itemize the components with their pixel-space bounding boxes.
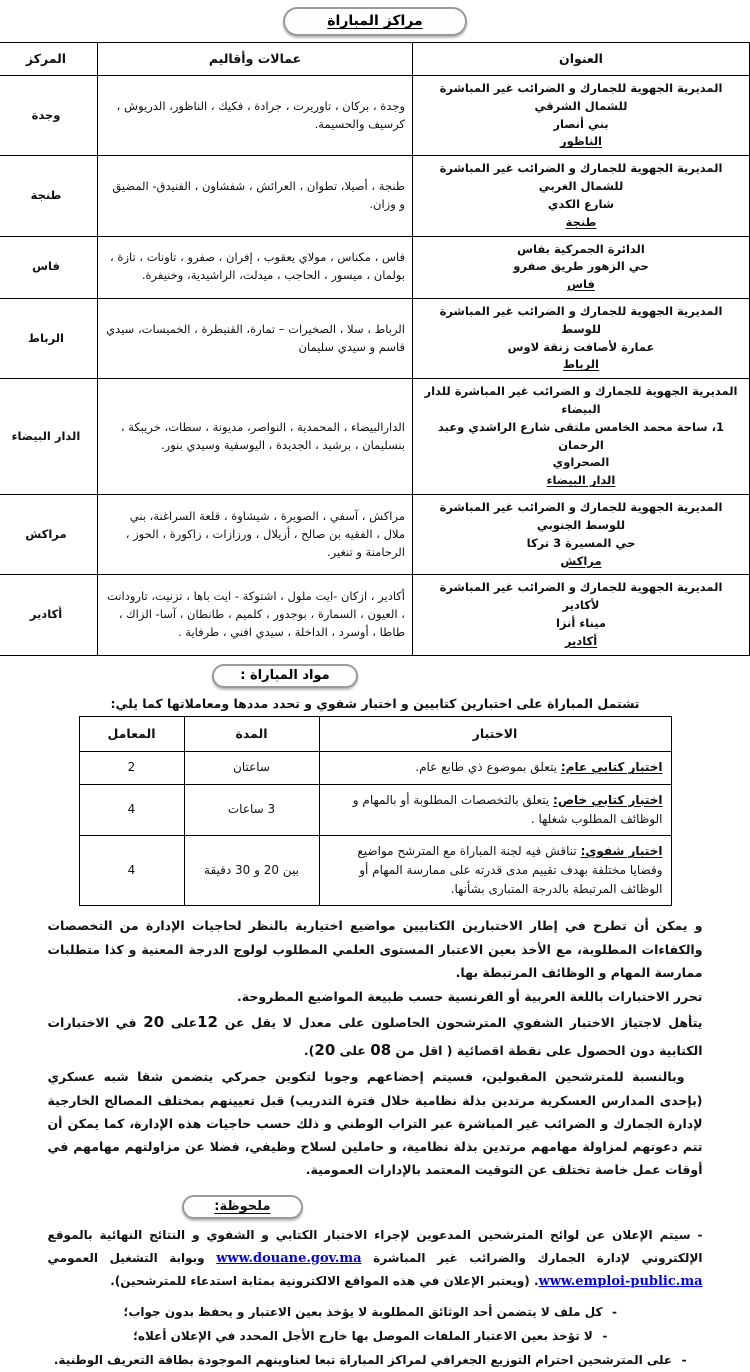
- header-center: المركز: [0, 43, 98, 76]
- cell-provinces: فاس ، مكناس ، مولاي يعقوب ، إفران ، صفرو ، تاونات ، تازة ، بولمان ، ميسور ، الحاجب ، ميدلت، الراشيدية، وخنيفرة.: [98, 236, 413, 298]
- table-row: [0, 495, 750, 575]
- address-line: بني أنصار: [553, 116, 609, 131]
- score-min-average: 12: [197, 1012, 218, 1031]
- cell-address: [413, 379, 750, 495]
- table-row: [79, 835, 671, 906]
- cell-provinces: الرباط ، سلا ، الصخيرات – تمارة، القنيطرة ، الخميسات، سيدي قاسم و سيدي سليمان: [98, 298, 413, 378]
- score-scale-1: 20: [143, 1012, 165, 1031]
- address-line: طنجة: [565, 214, 597, 229]
- cell-coefficient: 2: [79, 752, 184, 784]
- note-bullet-list: [48, 1300, 703, 1372]
- header-coefficient: المعامل: [79, 717, 184, 752]
- dash-bullet-icon: -: [611, 1305, 617, 1320]
- cell-address: [413, 76, 750, 156]
- exam-subjects-title: مواد المباراة :: [212, 664, 357, 688]
- exam-description: تناقش فيه لجنة المباراة مع المترشح مواضيع وقضايا مختلفة بهدف تقييم مدى قدرته على ممارسة المهام أو الوظائف المرتبطة بالدرجة المتبارى بشأنها.: [357, 843, 663, 897]
- address-line: مراكش: [560, 553, 602, 568]
- cell-center: فاس: [0, 236, 98, 298]
- cell-exam: [319, 835, 671, 906]
- dash-bullet-icon: -: [602, 1329, 608, 1344]
- table-row: [0, 76, 750, 156]
- body-paragraphs: [48, 906, 703, 1181]
- cell-address: [413, 236, 750, 298]
- score-text-end: ).: [303, 1042, 315, 1058]
- address-line: الدائرة الجمركية بفاس: [517, 241, 645, 256]
- header-duration: المدة: [184, 717, 319, 752]
- cell-coefficient: 4: [79, 835, 184, 906]
- exam-table-body: [79, 752, 671, 906]
- centers-table-header-row: [0, 43, 750, 76]
- centers-table-body: [0, 76, 750, 656]
- address-line: المديرية الجهوية للجمارك و الضرائب غير المباشرة للوسط الجنوبي: [439, 500, 723, 532]
- cell-center: الدار البيضاء: [0, 379, 98, 495]
- exam-description: يتعلق بموضوع ذي طابع عام.: [415, 760, 561, 775]
- cell-duration: 3 ساعات: [184, 784, 319, 835]
- header-exam: الاختبار: [319, 717, 671, 752]
- score-text-mid2: في الاختبارات الكتابية دون الحصول على نقطة اقصائية ( اقل من: [47, 1014, 703, 1058]
- address-line: المديرية الجهوية للجمارك و الضرائب غير المباشرة للوسط: [439, 303, 723, 336]
- list-item: [48, 1300, 703, 1324]
- cell-center: مراكش: [0, 495, 98, 575]
- address-line: المديرية الجهوية للجمارك و الضرائب غير المباشرة للشمال الشرقي: [439, 81, 723, 113]
- paragraph-optional-subjects: و يمكن أن تطرح في إطار الاختبارين الكتابيين مواضيع اختيارية بالنظر لحاجيات الإدارة من التخصصات والكفاءات المطلوبة، مع الأخذ بعين الاعتبار المستوى العلمي المطلوب لولوج الدرجة المعنية و كذا متطلبات ممارسة المهام و الوظائف المرتبطة بها.: [47, 918, 703, 980]
- paragraph-language: تحرر الاختبارات باللغة العربية أو الفرنسية حسب طبيعة المواضيع المطروحة.: [237, 988, 703, 1004]
- cell-exam: [319, 784, 671, 835]
- cell-duration: بين 20 و 30 دقيقة: [184, 835, 319, 906]
- cell-provinces: الدارالبيضاء ، المحمدية ، النواصر، مديونة ، سطات، خريبكة ، بنسليمان ، برشيد ، الجديدة ، اليوسفية وسيدي بنور.: [98, 379, 413, 495]
- exam-subjects-title-wrap: [0, 664, 750, 688]
- address-line: الناظور: [560, 134, 602, 149]
- table-row: [0, 575, 750, 655]
- table-row: [79, 784, 671, 835]
- score-scale-2: 20: [314, 1040, 336, 1059]
- score-text-mid3: على: [335, 1042, 371, 1058]
- note-announcement-line: [48, 1225, 703, 1293]
- cell-provinces: أكادير ، ازكان -ايت ملول ، اشتوكة - ايت باها ، تزنيت، تارودانت ، العيون ، السمارة ، بوجدور ، كلميم ، طانطان ، آسا- الزاك ، طاطا ، أوسرد ، الداخلة ، سيدي افني ، طرفاية .: [98, 575, 413, 655]
- exam-table-header-row: [79, 717, 671, 752]
- cell-address: [413, 156, 750, 236]
- note-title: ملحوظة:: [182, 1195, 302, 1219]
- header-address: العنوان: [413, 43, 750, 76]
- table-row: [0, 236, 750, 298]
- address-line: ميناء أنزا: [555, 615, 607, 630]
- list-item: [48, 1324, 703, 1348]
- paragraph-military-training: وبالنسبة للمترشحين المقبولين، فسيتم إخضاعهم وجوبا لتكوين جمركي يتضمن شقا شبه عسكري (بإحدى المدارس العسكرية مرتدين بذلة نظامية خلال فترة التدريب) قبل تعيينهم بمختلف المصالح الخارجية لإدارة الجمارك و الضرائب غير المباشرة عبر التراب الوطني و ذلك حسب حاجيات هذه الإدارة، كما يمكن أن تتم دعوتهم لمزاولة مهامهم مرتدين بذلة نظامية، و حاملين لسلاح وظيفي، فضلا عن مزاولتهم مهامهم في أوقات عمل خاصة تختلف عن التوقيت المعتمد بالإدارات العمومية.: [47, 1069, 703, 1177]
- note-text-part2: وبوابة التشغيل العمومي: [47, 1250, 217, 1265]
- cell-address: [413, 575, 750, 655]
- table-row: [0, 379, 750, 495]
- note-title-wrap: [48, 1195, 703, 1219]
- table-row: [0, 298, 750, 378]
- bullet-text: كل ملف لا يتضمن أحد الوثائق المطلوبة لا يؤخذ بعين الاعتبار و يحفظ بدون جواب؛: [123, 1305, 603, 1320]
- cell-provinces: طنجة ، أصيلا، تطوان ، العرائش ، شفشاون ، الفنيدق- المضيق و وزان.: [98, 156, 413, 236]
- cell-address: [413, 495, 750, 575]
- address-line: أكادير: [564, 633, 598, 648]
- address-line: المديرية الجهوية للجمارك و الضرائب غير المباشرة لأكادير: [439, 580, 723, 613]
- address-line: الرباط: [563, 357, 599, 372]
- exam-name: اختبار كتابي خاص:: [553, 792, 663, 807]
- address-line: الصحراوي: [552, 455, 610, 470]
- address-line: الدار البيضاء: [546, 473, 616, 488]
- exam-description: يتعلق بالتخصصات المطلوبة أو بالمهام و الوظائف المطلوب شغلها .: [352, 792, 663, 826]
- bullet-text: على المترشحين احترام التوزيع الجغرافي لمراكز المباراة تبعا لعناوينهم الموجودة بطاقة التعريف الوطنية.: [53, 1353, 673, 1368]
- exam-name: اختبار كتابي عام:: [560, 760, 663, 775]
- cell-coefficient: 4: [79, 784, 184, 835]
- page-title: مراكز المباراة: [283, 7, 466, 36]
- note-text-part1: - سيتم الإعلان عن لوائح المترشحين المدعوين لإجراء الاختبار الكتابي و الشفوي و النتائج النهائية بالموقع الإلكتروني لإدارة الجمارك والضرائب غير المباشرة: [47, 1228, 703, 1265]
- bullet-text: لا تؤخذ بعين الاعتبار الملفات الموصل بها خارج الأجل المحدد في الإعلان أعلاه؛: [133, 1329, 593, 1344]
- table-row: [0, 156, 750, 236]
- douane-website-link[interactable]: www.douane.gov.ma: [216, 1250, 362, 1266]
- cell-address: [413, 298, 750, 378]
- emploi-public-website-link[interactable]: www.emploi-public.ma: [538, 1274, 703, 1290]
- centers-title-wrap: [0, 7, 750, 36]
- cell-center: طنجة: [0, 156, 98, 236]
- exam-intro-text: تشتمل المباراة على اختبارين كتابيين و اختبار شفوي و تحدد مددها ومعاملاتها كما يلي:: [110, 695, 640, 711]
- exam-table: [79, 716, 672, 906]
- address-line: فاس: [567, 277, 595, 292]
- exam-name: اختبار شفوي:: [580, 843, 663, 858]
- header-provinces: عمالات وأقاليم: [98, 43, 413, 76]
- cell-center: وجدة: [0, 76, 98, 156]
- cell-center: أكادير: [0, 575, 98, 655]
- centers-table: [0, 42, 750, 656]
- paragraph-score-threshold: [48, 1009, 703, 1065]
- cell-duration: ساعتان: [184, 752, 319, 784]
- address-line: شارع الكدي: [547, 196, 615, 211]
- address-line: حي الزهور طريق صفرو: [513, 259, 649, 274]
- score-text-mid1: على: [164, 1014, 198, 1030]
- address-line: المديرية الجهوية للجمارك و الضرائب غير المباشرة للشمال الغربي: [439, 161, 723, 194]
- cell-provinces: مراكش ، آسفي ، الصويرة ، شيشاوة ، قلعة السراغنة، بني ملال ، الفقيه بن صالح ، أزيلال ، ورزازات ، زاكورة ، الحوز ، الرحامنة و تنغير.: [98, 495, 413, 575]
- cell-provinces: وجدة ، بركان ، تاوريرت ، جرادة ، فكيك ، الناظور، الدريوش ، كرسيف والحسيمة.: [98, 76, 413, 156]
- address-line: المديرية الجهوية للجمارك و الضرائب غير المباشرة للدار البيضاء: [424, 384, 738, 416]
- note-block: [48, 1225, 703, 1372]
- note-text-part3: . (ويعتبر الإعلان في هذه المواقع الالكترونية بمثابة استدعاء للمترشحين).: [110, 1274, 539, 1289]
- address-line: عمارة لأصافت زنقة لاوس: [507, 339, 655, 354]
- cell-exam: [319, 752, 671, 784]
- score-eliminatory: 08: [370, 1040, 392, 1059]
- address-line: حي المسيرة 3 تركا: [526, 535, 636, 550]
- table-row: [79, 752, 671, 784]
- list-item: [48, 1348, 703, 1372]
- score-text-part1: يتأهل لاجتياز الاختبار الشفوي المترشحون الحاصلون على معدل لا يقل عن: [218, 1014, 703, 1030]
- address-line: 1، ساحة محمد الخامس ملتقى شارع الراشدي وعبد الرحمان: [437, 419, 724, 452]
- dash-bullet-icon: -: [681, 1353, 687, 1368]
- cell-center: الرباط: [0, 298, 98, 378]
